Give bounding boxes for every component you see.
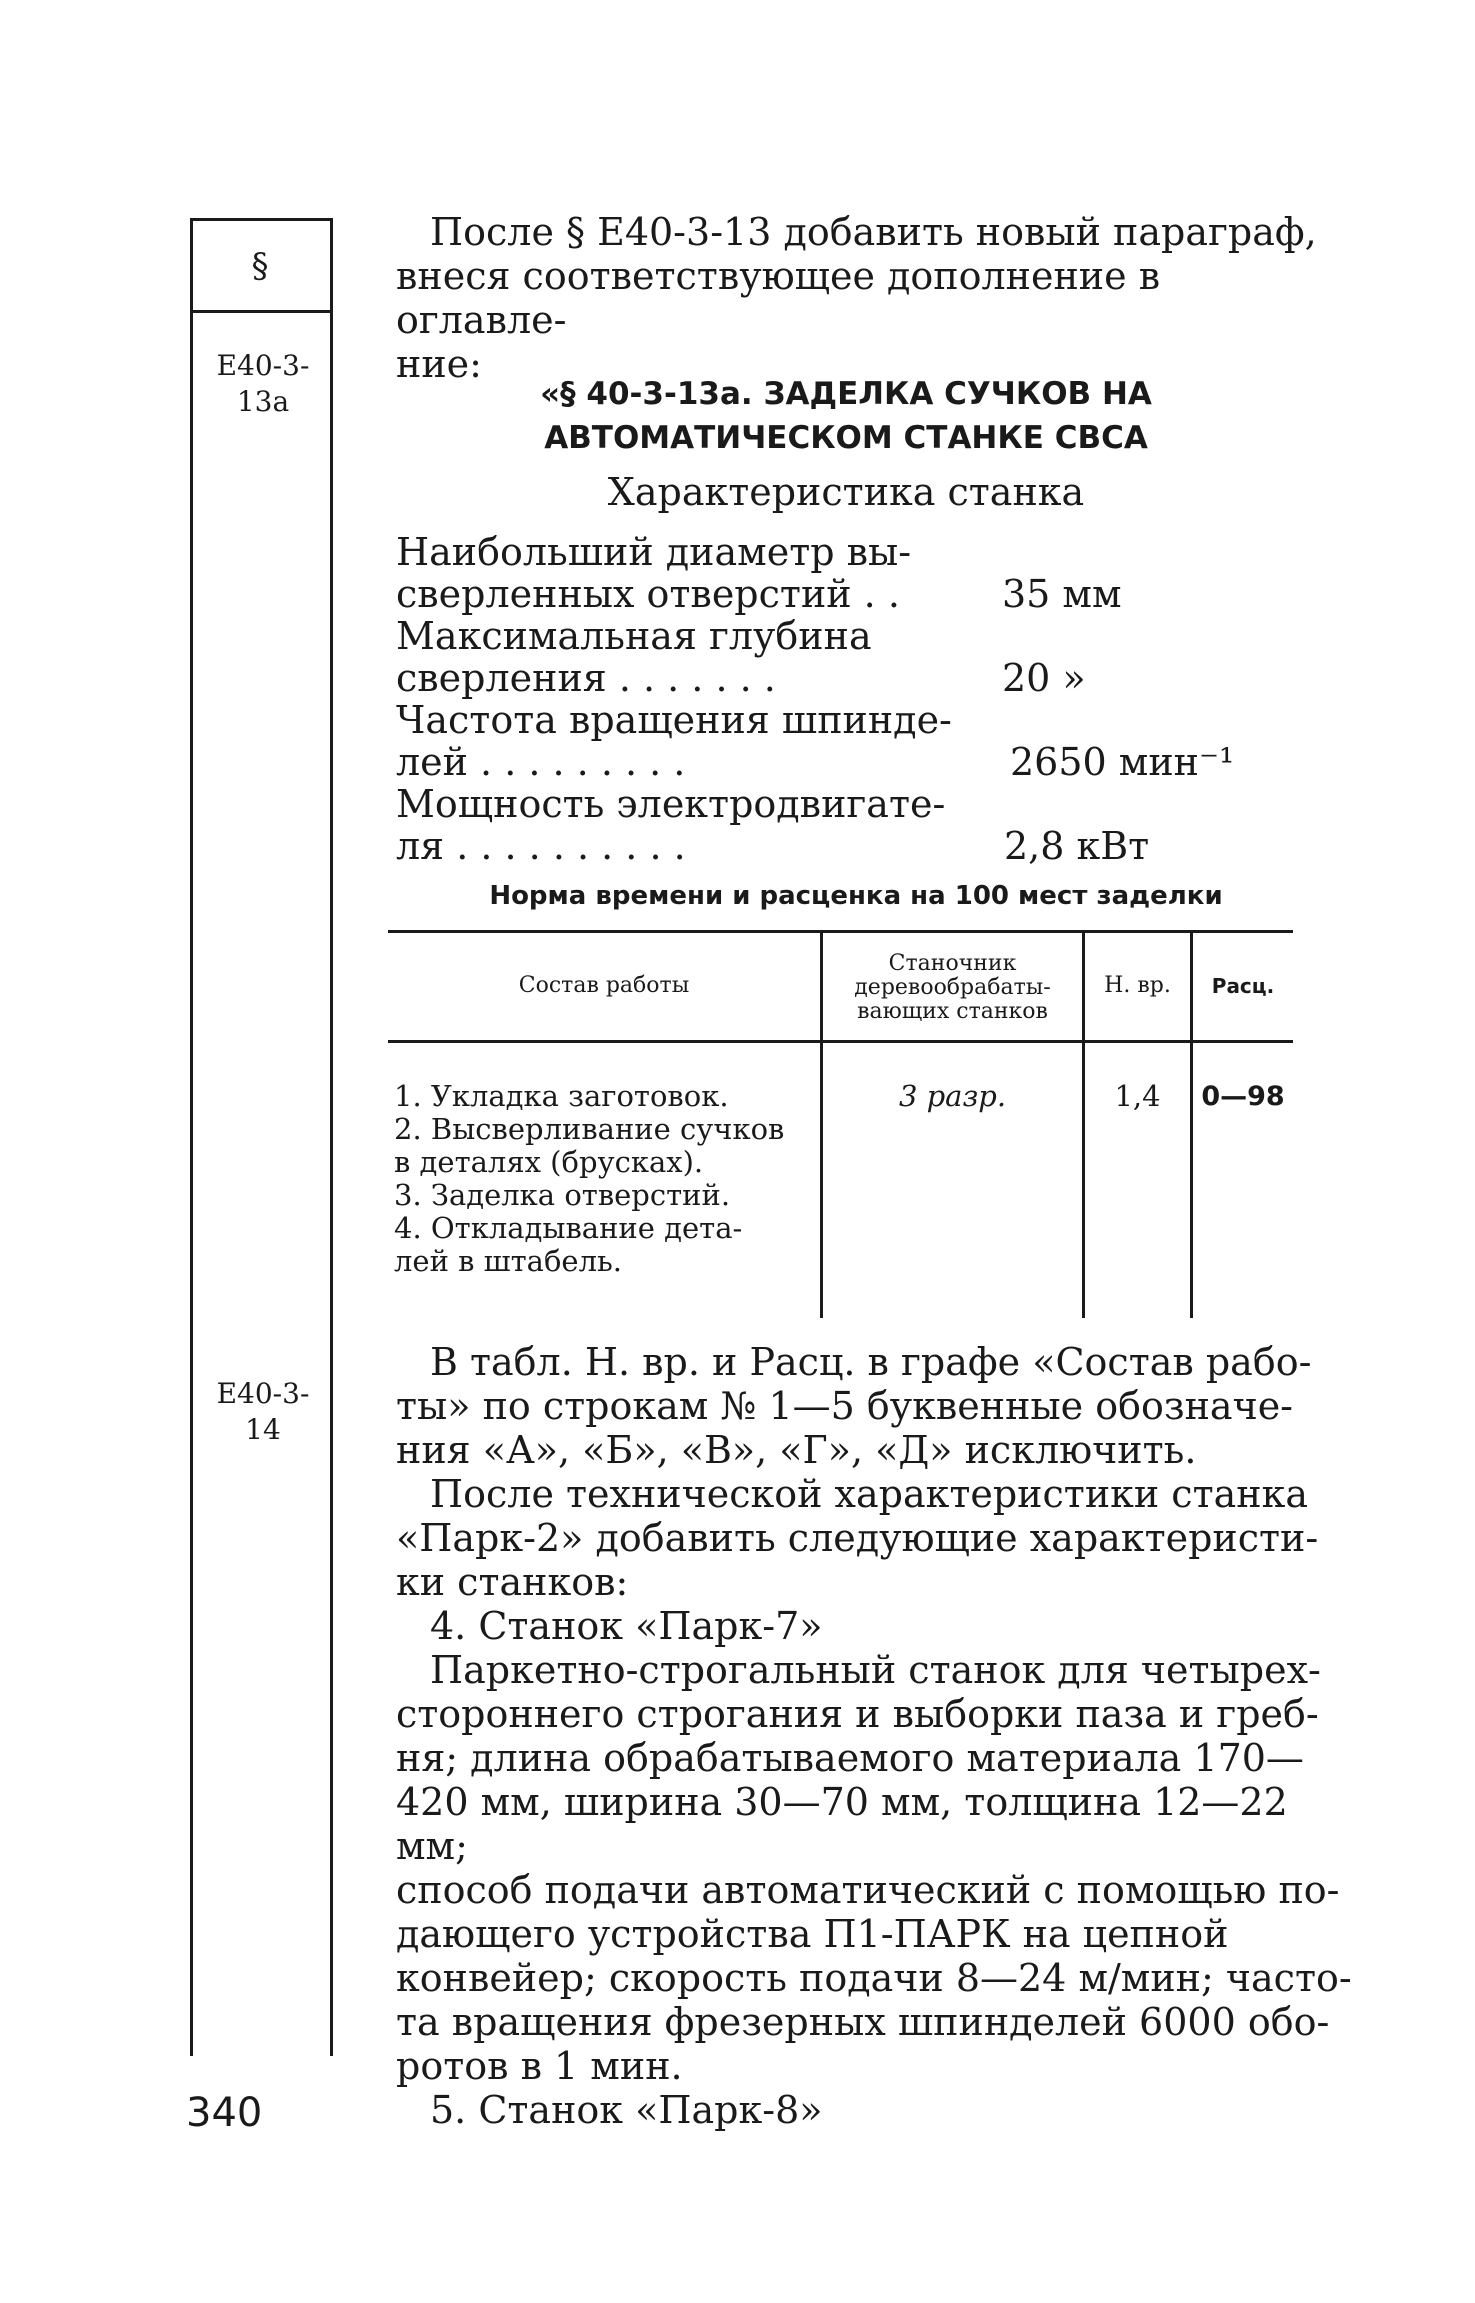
section-title-line2: АВТОМАТИЧЕСКОМ СТАНКЕ СВСА: [544, 420, 1148, 456]
spec-value: 20 »: [1002, 656, 1086, 700]
work-line: 4. Откладывание дета-: [394, 1211, 743, 1245]
amendment-line: та вращения фрезерных шпинделей 6000 обо-: [396, 2000, 1330, 2044]
header-price: Расц.: [1211, 974, 1275, 998]
amendment-line: ния «А», «Б», «В», «Г», «Д» исключить.: [396, 1428, 1197, 1472]
amendment-line: После технической характеристики станка: [430, 1472, 1308, 1516]
margin-code-2-line1: Е40-3-: [216, 1377, 310, 1410]
margin-top-rule: [190, 218, 333, 221]
intro-line: внеся соответствующее дополнение в оглавле-: [396, 254, 1161, 342]
spec-line: лей . . . . . . . . .: [396, 740, 686, 784]
amendment-line: Паркетно-строгальный станок для четырех-: [430, 1648, 1321, 1692]
header-worker-line2: деревообрабаты-: [854, 975, 1051, 1000]
margin-code-1-line1: Е40-3-: [216, 349, 310, 382]
margin-header-divider: [190, 310, 333, 313]
amendment-line: 4. Станок «Парк-7»: [430, 1604, 823, 1648]
amendment-line: способ подачи автоматический с помощью по-: [396, 1868, 1340, 1912]
intro-line: После § Е40-3-13 добавить новый параграф,: [430, 210, 1317, 254]
spec-line: Максимальная глубина: [396, 614, 872, 658]
margin-code-2-line2: 14: [245, 1413, 281, 1446]
amendment-line: ротов в 1 мин.: [396, 2044, 683, 2088]
header-worker: [823, 952, 1082, 1024]
amendment-line: конвейер; скорость подачи 8—24 м/мин; часто-: [396, 1956, 1352, 2000]
intro-paragraph: [396, 210, 1336, 386]
spec-line: Наибольший диаметр вы-: [396, 530, 912, 574]
amendment-line: стороннего строгания и выборки паза и греб-: [396, 1692, 1319, 1736]
header-worker-line1: Станочник: [888, 951, 1017, 976]
amendment-line: ки станков:: [396, 1560, 629, 1604]
work-line: 3. Заделка отверстий.: [394, 1178, 731, 1212]
spec-line: Частота вращения шпинде-: [396, 698, 952, 742]
spec-value: 2,8 кВт: [1004, 824, 1150, 868]
table-top-rule: [388, 930, 1293, 933]
spec-line: Мощность электродвигате-: [396, 782, 946, 826]
work-line: лей в штабель.: [394, 1244, 623, 1278]
section-mark: §: [251, 246, 269, 286]
work-line: 1. Укладка заготовок.: [394, 1079, 729, 1113]
norm-title: Норма времени и расценка на 100 мест заделки: [489, 881, 1223, 911]
work-line: 2. Высверливание сучков: [394, 1112, 785, 1146]
table-header-rule: [388, 1040, 1293, 1043]
margin-code-1-line2: 13а: [236, 385, 290, 418]
amendment-line: 5. Станок «Парк-8»: [430, 2088, 823, 2132]
intro-line: ние:: [396, 342, 482, 386]
section-title-line1: «§ 40-3-13а. ЗАДЕЛКА СУЧКОВ НА: [540, 376, 1152, 412]
spec-line: сверленных отверстий . .: [396, 572, 900, 616]
spec-line: ля . . . . . . . . . .: [396, 824, 686, 868]
row-work: [394, 1080, 814, 1278]
margin-right-rule: [330, 218, 333, 2056]
spec-line: сверления . . . . . . .: [396, 656, 776, 700]
header-time: Н. вр.: [1104, 973, 1171, 998]
row-price: 0—98: [1201, 1081, 1285, 1112]
amendment-line: 420 мм, ширина 30—70 мм, толщина 12—22 мм;: [396, 1780, 1288, 1868]
section-title: [396, 372, 1296, 460]
work-line: в деталях (брусках).: [394, 1145, 704, 1179]
amendment-line: В табл. Н. вр. и Расц. в графе «Состав рабо-: [430, 1340, 1312, 1384]
row-time: 1,4: [1114, 1079, 1161, 1113]
amendment-line: ты» по строкам № 1—5 буквенные обозначе-: [396, 1384, 1294, 1428]
header-worker-line3: вающих станков: [857, 999, 1048, 1024]
amendment-paragraph: [396, 1340, 1356, 2132]
amendment-line: ня; длина обрабатываемого материала 170—: [396, 1736, 1304, 1780]
amendment-line: «Парк-2» добавить следующие характеристи-: [396, 1516, 1319, 1560]
spec-value: 2650 мин⁻¹: [1010, 740, 1235, 784]
spec-value: 35 мм: [1002, 572, 1122, 616]
spec-subtitle: Характеристика станка: [607, 470, 1085, 514]
header-work: Состав работы: [518, 973, 690, 998]
page-number: 340: [186, 2090, 263, 2136]
amendment-line: дающего устройства П1-ПАРК на цепной: [396, 1912, 1229, 1956]
margin-left-rule: [190, 218, 193, 2056]
row-grade: 3 разр.: [898, 1079, 1007, 1113]
